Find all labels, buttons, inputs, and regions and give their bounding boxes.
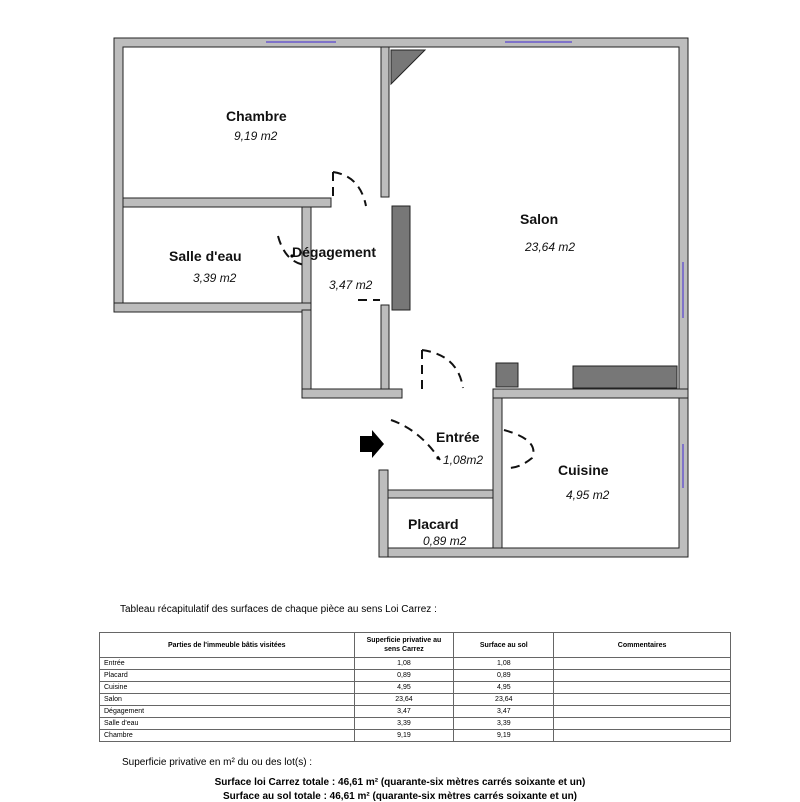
corner-duct — [391, 50, 425, 84]
room-area-sde: 3,39 m2 — [193, 271, 237, 285]
table-row — [100, 730, 731, 742]
table-cell-carrez: 4,95 — [354, 682, 454, 694]
room-area-cuisine: 4,95 m2 — [566, 488, 610, 502]
room-name-entree: Entrée — [436, 429, 480, 445]
room-area-entree: 1,08m2 — [443, 453, 484, 467]
table-cell-room: Placard — [100, 670, 355, 682]
door-entree — [391, 420, 440, 460]
table-cell-room: Salle d'eau — [100, 718, 355, 730]
table-cell-comment — [554, 682, 731, 694]
table-cell-carrez: 3,47 — [354, 706, 454, 718]
surface-table — [99, 632, 731, 742]
table-row — [100, 658, 731, 670]
table-cell-carrez: 1,08 — [354, 658, 454, 670]
table-header-sol: Surface au sol — [454, 633, 554, 658]
table-header-parties: Parties de l'immeuble bâtis visitées — [100, 633, 355, 658]
door-chambre — [333, 172, 366, 206]
door-cuisine — [504, 430, 533, 468]
table-cell-room: Salon — [100, 694, 355, 706]
table-cell-comment — [554, 730, 731, 742]
total-sol: Surface au sol totale : 46,61 m² (quarante-six mètres carrés soixante et un) — [222, 791, 578, 802]
table-cell-sol: 0,89 — [454, 670, 554, 682]
room-name-chambre: Chambre — [226, 108, 287, 124]
table-cell-sol: 3,47 — [454, 706, 554, 718]
wall-chambre-bottom — [123, 198, 331, 207]
superficie-label: Superficie privative en m² du ou des lot(s) : — [122, 757, 313, 768]
cupboard-degagement — [392, 206, 410, 310]
table-cell-room: Entrée — [100, 658, 355, 670]
table-cell-comment — [554, 694, 731, 706]
room-area-chambre: 9,19 m2 — [234, 129, 278, 143]
cupboard-salon-large — [573, 366, 677, 388]
table-header-carrez: Superficie privative au sens Carrez — [354, 633, 454, 658]
room-name-degagement: Dégagement — [292, 244, 377, 260]
room-area-degagement: 3,47 m2 — [329, 278, 373, 292]
wall-entree-bottom — [379, 490, 493, 498]
table-cell-room: Dégagement — [100, 706, 355, 718]
room-area-placard: 0,89 m2 — [423, 534, 467, 548]
total-carrez: Surface loi Carrez totale : 46,61 m² (quarante-six mètres carrés soixante et un) — [214, 777, 586, 788]
room-name-cuisine: Cuisine — [558, 462, 609, 478]
wall-deg-right — [381, 305, 389, 398]
wall-cuisine-left — [493, 398, 502, 548]
table-cell-comment — [554, 706, 731, 718]
table-cell-carrez: 0,89 — [354, 670, 454, 682]
table-cell-sol: 1,08 — [454, 658, 554, 670]
table-cell-comment — [554, 718, 731, 730]
table-cell-carrez: 3,39 — [354, 718, 454, 730]
table-row — [100, 682, 731, 694]
table-cell-carrez: 23,64 — [354, 694, 454, 706]
table-cell-comment — [554, 658, 731, 670]
table-row — [100, 718, 731, 730]
cupboard-salon-small — [496, 363, 518, 387]
table-cell-sol: 4,95 — [454, 682, 554, 694]
table-caption: Tableau récapitulatif des surfaces de chaque pièce au sens Loi Carrez : — [120, 604, 437, 615]
table-header-commentaires: Commentaires — [554, 633, 731, 658]
wall-deg-left — [302, 310, 311, 398]
table-cell-carrez: 9,19 — [354, 730, 454, 742]
table-cell-room: Cuisine — [100, 682, 355, 694]
table-cell-room: Chambre — [100, 730, 355, 742]
room-name-salon: Salon — [520, 211, 559, 227]
table-cell-sol: 9,19 — [454, 730, 554, 742]
table-row — [100, 706, 731, 718]
room-name-sde: Salle d'eau — [169, 248, 242, 264]
table-row — [100, 694, 731, 706]
wall-chambre-right — [381, 47, 389, 197]
table-cell-sol: 3,39 — [454, 718, 554, 730]
entrance-arrow-icon — [360, 430, 384, 458]
table-row — [100, 670, 731, 682]
table-cell-comment — [554, 670, 731, 682]
wall-entree-top — [302, 389, 402, 398]
door-salon — [422, 350, 463, 390]
table-cell-sol: 23,64 — [454, 694, 554, 706]
room-name-placard: Placard — [408, 516, 459, 532]
room-area-salon: 23,64 m2 — [525, 240, 576, 254]
table-header-row — [100, 633, 731, 658]
wall-cuisine-top — [493, 389, 688, 398]
marker-entree — [436, 456, 439, 459]
wall-placard-left — [379, 470, 388, 557]
wall-sde-bottom — [114, 303, 311, 312]
